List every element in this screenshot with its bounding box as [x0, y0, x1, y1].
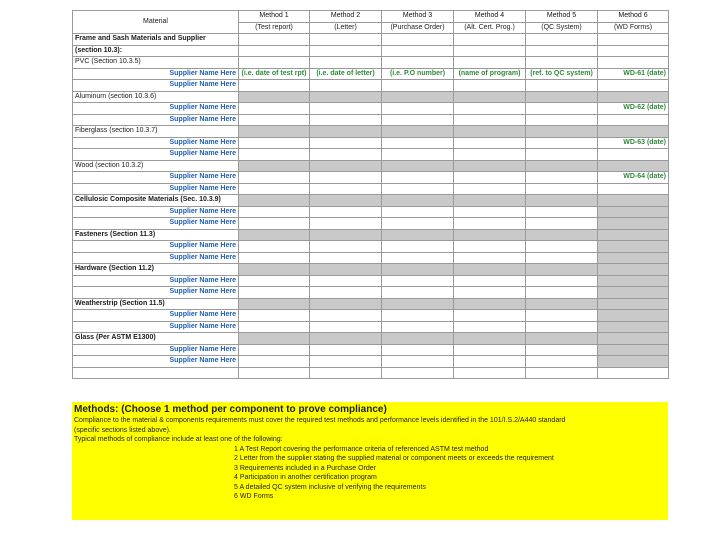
method-6-subtitle: (WD Forms)	[598, 22, 669, 34]
table-row	[73, 298, 669, 310]
material-column-header: Material	[73, 11, 239, 34]
table-row	[73, 321, 669, 333]
wood-wd-form[interactable]: WD-64 (date)	[598, 172, 669, 184]
table-row	[73, 126, 669, 138]
example-method-5[interactable]: (ref. to QC system)	[526, 68, 598, 80]
table-row	[73, 287, 669, 299]
table-row	[73, 241, 669, 253]
supplier-name-cell[interactable]: Supplier Name Here	[73, 206, 239, 218]
supplier-name-cell[interactable]: Supplier Name Here	[73, 356, 239, 368]
table-row	[73, 137, 669, 149]
header-row-names	[73, 11, 669, 23]
methods-note-box	[72, 402, 668, 520]
supplier-name-cell[interactable]: Supplier Name Here	[73, 172, 239, 184]
method-1-header: Method 1	[239, 11, 310, 23]
supplier-name-cell[interactable]: Supplier Name Here	[73, 114, 239, 126]
table-row	[73, 252, 669, 264]
methods-item-2: 2 Letter from the supplier stating the supplied material or component meets or exceeds the requirement	[234, 455, 554, 462]
supplier-name-cell[interactable]: Supplier Name Here	[73, 252, 239, 264]
table-row	[73, 34, 669, 46]
supplier-name-cell[interactable]: Supplier Name Here	[73, 218, 239, 230]
methods-line-3: Typical methods of compliance include at least one of the following:	[74, 436, 283, 443]
method-5-subtitle: (QC System)	[526, 22, 598, 34]
table-row	[73, 68, 669, 80]
supplier-name-cell[interactable]: Supplier Name Here	[73, 287, 239, 299]
methods-item-1: 1 A Test Report covering the performance criteria of referenced ASTM test method	[234, 445, 489, 453]
pvc-label: PVC (Section 10.3.5)	[73, 57, 239, 69]
method-2-header: Method 2	[310, 11, 382, 23]
example-method-1[interactable]: (i.e. date of test rpt)	[239, 68, 310, 80]
methods-item-5: 5 A detailed QC system inclusive of verifying the requirements	[234, 483, 426, 491]
table-row	[73, 310, 669, 322]
method-5-header: Method 5	[526, 11, 598, 23]
methods-item-4: 4 Participation in another certification program	[234, 474, 377, 481]
methods-title: Methods: (Choose 1 method per component to prove compliance)	[74, 404, 387, 415]
methods-line-1: Compliance to the material & components requirements must cover the required test methods and performance levels identified in the 101/I.S.2/A440 standard	[74, 417, 566, 424]
method-1-subtitle: (Test report)	[239, 22, 310, 34]
frame-heading-section: (section 10.3):	[73, 45, 239, 57]
table-row	[73, 275, 669, 287]
table-row	[73, 91, 669, 103]
table-row	[73, 103, 669, 115]
supplier-name-cell[interactable]: Supplier Name Here	[73, 275, 239, 287]
supplier-name-cell[interactable]: Supplier Name Here	[73, 310, 239, 322]
table-row	[73, 195, 669, 207]
table-row	[73, 344, 669, 356]
table-row	[73, 149, 669, 161]
example-method-4[interactable]: (name of program)	[454, 68, 526, 80]
table-row	[73, 45, 669, 57]
supplier-name-cell[interactable]: Supplier Name Here	[73, 344, 239, 356]
aluminum-wd-form[interactable]: WD-62 (date)	[598, 103, 669, 115]
fiberglass-wd-form[interactable]: WD-63 (date)	[598, 137, 669, 149]
example-method-6[interactable]: WD-61 (date)	[598, 68, 669, 80]
method-6-header: Method 6	[598, 11, 669, 23]
table-row	[73, 356, 669, 368]
supplier-name-cell[interactable]: Supplier Name Here	[73, 183, 239, 195]
supplier-name-cell[interactable]: Supplier Name Here	[73, 80, 239, 92]
table-row	[73, 264, 669, 276]
fasteners-label: Fasteners (Section 11.3)	[73, 229, 239, 241]
table-row	[73, 80, 669, 92]
table-row	[73, 172, 669, 184]
aluminum-label: Aluminum (section 10.3.6)	[73, 91, 239, 103]
supplier-name-cell[interactable]: Supplier Name Here	[73, 241, 239, 253]
table-row	[73, 229, 669, 241]
table-row	[73, 333, 669, 345]
hardware-label: Hardware (Section 11.2)	[73, 264, 239, 276]
example-method-3[interactable]: (i.e. P.O number)	[382, 68, 454, 80]
fiberglass-label: Fiberglass (section 10.3.7)	[73, 126, 239, 138]
methods-item-6: 6 WD Forms	[234, 493, 274, 500]
method-3-header: Method 3	[382, 11, 454, 23]
table-row	[73, 183, 669, 195]
table-row	[73, 218, 669, 230]
example-method-2[interactable]: (i.e. date of letter)	[310, 68, 382, 80]
table-row	[73, 367, 669, 379]
method-4-header: Method 4	[454, 11, 526, 23]
supplier-name-cell[interactable]: Supplier Name Here	[73, 137, 239, 149]
methods-item-3: 3 Requirements included in a Purchase Order	[234, 464, 377, 472]
supplier-name-cell[interactable]: Supplier Name Here	[73, 103, 239, 115]
weatherstrip-label: Weatherstrip (Section 11.5)	[73, 298, 239, 310]
table-row	[73, 114, 669, 126]
cellulosic-label: Cellulosic Composite Materials (Sec. 10.3.9)	[73, 195, 239, 207]
method-3-subtitle: (Purchase Order)	[382, 22, 454, 34]
supplier-name-cell[interactable]: Supplier Name Here	[73, 68, 239, 80]
table-row	[73, 206, 669, 218]
supplier-name-cell[interactable]: Supplier Name Here	[73, 321, 239, 333]
materials-table	[72, 10, 669, 379]
glass-label: Glass (Per ASTM E1300)	[73, 333, 239, 345]
wood-label: Wood (section 10.3.2)	[73, 160, 239, 172]
compliance-sheet	[72, 10, 668, 379]
supplier-name-cell[interactable]: Supplier Name Here	[73, 149, 239, 161]
method-2-subtitle: (Letter)	[310, 22, 382, 34]
table-row	[73, 160, 669, 172]
table-row	[73, 57, 669, 69]
frame-heading: Frame and Sash Materials and Supplier	[73, 34, 239, 46]
methods-line-2: (specific sections listed above).	[74, 426, 171, 434]
method-4-subtitle: (Alt. Cert. Prog.)	[454, 22, 526, 34]
